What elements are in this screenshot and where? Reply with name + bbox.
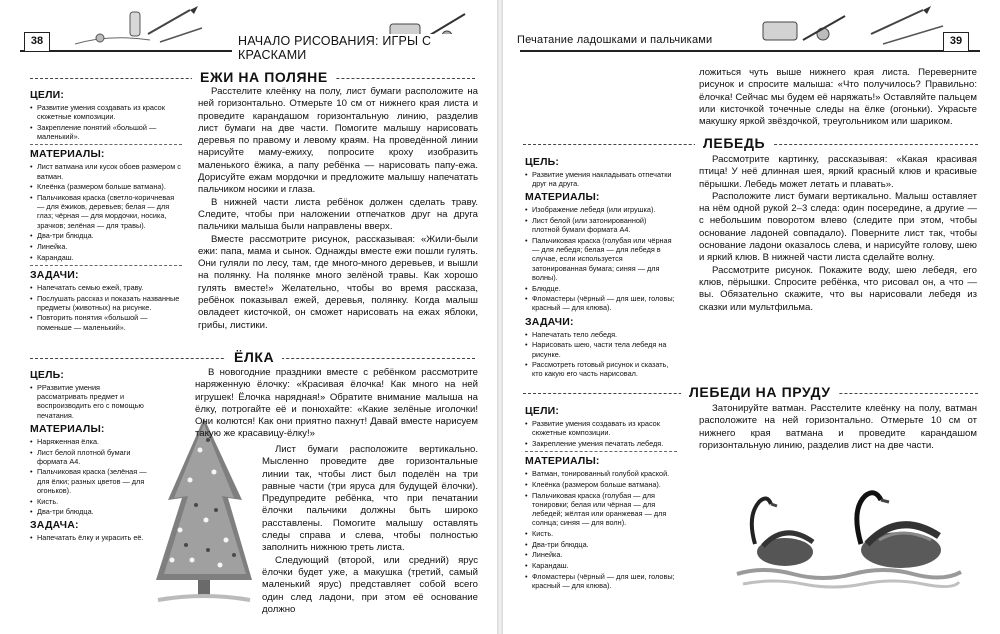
list-item: • Напечатать семью ежей, траву. xyxy=(30,283,182,292)
right-page xyxy=(503,0,1000,634)
list-item: • Наряженная ёлка. xyxy=(30,437,152,446)
goal-heading: ЦЕЛЬ: xyxy=(30,369,65,381)
paragraph: Рассмотрите рисунок. Покажите воду, шею лебедя, его клюв, пёрышки. Спросите ребёнка, что рисовал он, а что — вы. Обязательно скажите, что вы нарисовали лебедя из сказки или мультфильма. xyxy=(699,264,977,313)
decor-paints-icon xyxy=(753,4,853,48)
list-item: • Фломастеры (чёрный — для шеи, головы; красный — для клюва). xyxy=(525,572,677,590)
running-title: НАЧАЛО РИСОВАНИЯ: ИГРЫ С КРАСКАМИ xyxy=(232,34,497,62)
paragraph: Следующий (второй, или средний) ярус ёлочки будет уже, а макушка (третий, самый маленький ярус) представляет собой всего один след ладони, при этом её основание должно xyxy=(262,554,478,615)
materials-heading: МАТЕРИАЛЫ: xyxy=(30,148,105,161)
paragraph: Расстелите клеёнку на полу, лист бумаги расположите на ней горизонтально. Отмерьте 10 см от нижнего края листа и проведите карандашом горизонтальную линию, разделив лист бумаги на две части. Помогите малышу нарисовать деревья по правому и левому краям. На проведённой линии нарисуйте маму-ежиху, попросите кроху изобразить маленького ёжика, а папу ребёнка — нарисовать папу-ежа. Дорисуйте ежам мордочки и предложите малышу напечатать пальчиком носики и глаза. xyxy=(198,86,478,196)
paragraph: Затонируйте ватман. Расстелите клеёнку на полу, ватман расположите на ней горизонтально. Отмерьте 10 см от нижнего края ватмана и проведите карандашом горизонтальную линию, разделив лист на две части. xyxy=(699,403,977,451)
sidebar-hedgehogs xyxy=(30,86,182,333)
paragraph: Расположите лист бумаги вертикально. Малыш оставляет на нём одной рукой 2–3 следа: один посередине, а другие — с небольшим поворотом влево (следите при этом, чтобы основание ладоней совпадало). Поверните лист так, чтобы основание ладони оказалось слева, и нарисуйте голову, шею и яркий клюв. В нижней части листа сделайте волну. xyxy=(699,190,977,264)
list-item: • Линейка. xyxy=(30,242,182,251)
list-item: • Пальчиковая краска (зелёная — для ёлки; разных цветов — для огоньков). xyxy=(30,467,152,495)
paragraph: В новогодние праздники вместе с ребёнком рассмотрите наряженную ёлочку: «Красивая ёлочка! Как много на ней игрушек! Ёлочка нарядная!» Обратите внимание малыша на ёлку, потрогайте её и понюхайте: «Какие зелёные иголочки! Они колются! Как они приятно пахнут! Давай вместе нарисуем такую же красавицу-ёлку!» xyxy=(195,367,478,440)
materials-heading: МАТЕРИАЛЫ: xyxy=(525,455,600,468)
list-item: • РРазвитие умения рассматривать предмет и воспроизводить его с помощью печатания. xyxy=(30,383,152,420)
list-item: • Развитие умения накладывать отпечатки друг на друга. xyxy=(525,170,675,188)
list-item: • Развитие умения создавать из красок сюжетные композиции. xyxy=(30,103,182,121)
sidebar-tree xyxy=(30,366,152,544)
goals-heading: ЦЕЛИ: xyxy=(525,405,560,417)
decor-brushes-icon xyxy=(70,4,210,48)
list-item: • Фломастеры (чёрный — для шеи, головы; красный — для клюва). xyxy=(525,294,675,312)
goal-heading: ЦЕЛЬ: xyxy=(525,156,560,168)
sidebar-swans-pond xyxy=(525,402,677,592)
section-title-hedgehogs: ЕЖИ НА ПОЛЯНЕ xyxy=(192,69,336,85)
list-item: • Два-три блюдца. xyxy=(30,231,182,240)
list-item: • Клеёнка (размером больше ватмана). xyxy=(30,182,182,191)
list-item: • Напечатать ёлку и украсить её. xyxy=(30,533,152,542)
body-tree-continued xyxy=(699,67,977,128)
divider xyxy=(525,451,677,452)
list-item: • Пальчиковая краска (голубая — для тонировки; белая или чёрная — для лебедей; жёлтая или оранжевая — для солнца; синяя — для волн). xyxy=(525,491,677,528)
sidebar-swan xyxy=(525,153,675,380)
list-item: • Напечатать тело лебедя. xyxy=(525,330,675,339)
swans-image xyxy=(733,482,965,592)
body-tree-intro xyxy=(195,367,478,441)
list-item: • Кисть. xyxy=(30,497,152,506)
list-item: • Блюдце. xyxy=(525,284,675,293)
materials-heading: МАТЕРИАЛЫ: xyxy=(30,422,105,435)
list-item: • Лист ватмана или кусок обоев размером с ватман. xyxy=(30,162,182,180)
list-item: • Закрепление понятий «большой — маленький». xyxy=(30,123,182,141)
list-item: • Повторить понятия «большой — поменьше — маленький». xyxy=(30,313,182,331)
list-item: • Карандаш. xyxy=(30,253,182,262)
page-number: 38 xyxy=(24,32,50,52)
header-rule xyxy=(520,50,980,52)
tasks-heading: ЗАДАЧИ: xyxy=(525,315,574,328)
divider xyxy=(30,265,182,266)
list-item: • Изображение лебедя (или игрушка). xyxy=(525,205,675,214)
materials-heading: МАТЕРИАЛЫ: xyxy=(525,191,600,204)
paragraph: ложиться чуть выше нижнего края листа. Переверните рисунок и спросите малыша: «Что получилось? Правильно: ёлочка! Сейчас мы будем её наряжать!» Оставляйте пальцем или кисточкой точечные следы на ёлке (огоньки). Украсьте макушку яркой звёздочкой, треугольником или шариком. xyxy=(699,67,977,128)
list-item: • Закрепление умения печатать лебедя. xyxy=(525,439,677,448)
list-item: • Лист белой плотной бумаги формата А4. xyxy=(30,448,152,466)
list-item: • Линейка. xyxy=(525,550,677,559)
list-item: • Карандаш. xyxy=(525,561,677,570)
list-item: • Кисть. xyxy=(525,529,677,538)
section-title-tree: ЁЛКА xyxy=(226,349,282,365)
paragraph: В нижней части листа ребёнок должен сделать траву. Следите, чтобы при наложении отпечатков друг на друга пальчики малыша были направлены вверх. xyxy=(198,196,478,233)
list-item: • Послушать рассказ и показать названные предметы (животных) на рисунке. xyxy=(30,294,182,312)
list-item: • Два-три блюдца. xyxy=(30,507,152,516)
goals-heading: ЦЕЛИ: xyxy=(30,89,65,101)
list-item: • Ватман, тонированный голубой краской. xyxy=(525,469,677,478)
body-swan xyxy=(699,154,977,314)
list-item: • Клеёнка (размером больше ватмана). xyxy=(525,480,677,489)
tasks-heading: ЗАДАЧИ: xyxy=(30,268,79,281)
list-item: • Рассмотреть готовый рисунок и сказать, кто какую его часть нарисовал. xyxy=(525,360,675,378)
list-item: • Нарисовать шею, части тела лебедя на рисунке. xyxy=(525,340,675,358)
left-page xyxy=(0,0,497,634)
section-title-swan: ЛЕБЕДЬ xyxy=(695,135,773,151)
list-item: • Пальчиковая краска (голубая или чёрная — для лебедя; белая — для лебедя в случае, если используется затонированная бумага; синяя — для волны). xyxy=(525,236,675,282)
decor-brushes-icon xyxy=(863,4,953,48)
list-item: • Два-три блюдца. xyxy=(525,540,677,549)
paragraph: Рассмотрите картинку, рассказывая: «Какая красивая птица! У неё длинная шея, яркий красный клюв и красивые пёрышки. Лебедь может летать и плавать». xyxy=(699,154,977,190)
paragraph: Лист бумаги расположите вертикально. Мысленно проведите две горизонтальные линии так, чтобы лист был поделён на три равные части (три яруса для будущей ёлочки). Предупредите ребёнка, что при печатании ёлочки пальчики должны быть широко расставлены. Помогите малышу оставлять следы справа и слева, чтобы полностью заполнить нижнюю треть листа. xyxy=(262,444,478,554)
page-number: 39 xyxy=(943,32,969,52)
list-item: • Пальчиковая краска (светло-коричневая — для ёжиков, деревьев; белая — для глаз; чёрная — для мордочки, носика, зрачков; зелёная — для травы). xyxy=(30,193,182,230)
list-item: • Развитие умения создавать из красок сюжетные композиции. xyxy=(525,419,677,437)
divider xyxy=(30,144,182,145)
body-tree xyxy=(262,444,478,616)
body-hedgehogs xyxy=(198,86,478,332)
body-swans-pond xyxy=(699,403,977,452)
section-title-swans-pond: ЛЕБЕДИ НА ПРУДУ xyxy=(681,384,839,400)
list-item: • Лист белой (или затонированной) плотной бумаги формата А4. xyxy=(525,216,675,234)
running-title: Печатание ладошками и пальчиками xyxy=(517,34,718,46)
task-heading: ЗАДАЧА: xyxy=(30,519,79,532)
paragraph: Вместе рассмотрите рисунок, рассказывая: «Жили-были ежи: папа, мама и сынок. Однажды вместе ежи пошли гулять. Они гуляли по лесу, там, где много-много деревьев, и вышли на полянку. На полянке много зелёной травы. Как хорошо гулять вместе!» Желательно, чтобы во время рассказа, ребёнок показывал ежей, деревья, полянку. Когда малыш овладеет кисточкой, он сможет нарисовать на ежах яблоки, грибы, листики. xyxy=(198,233,478,331)
